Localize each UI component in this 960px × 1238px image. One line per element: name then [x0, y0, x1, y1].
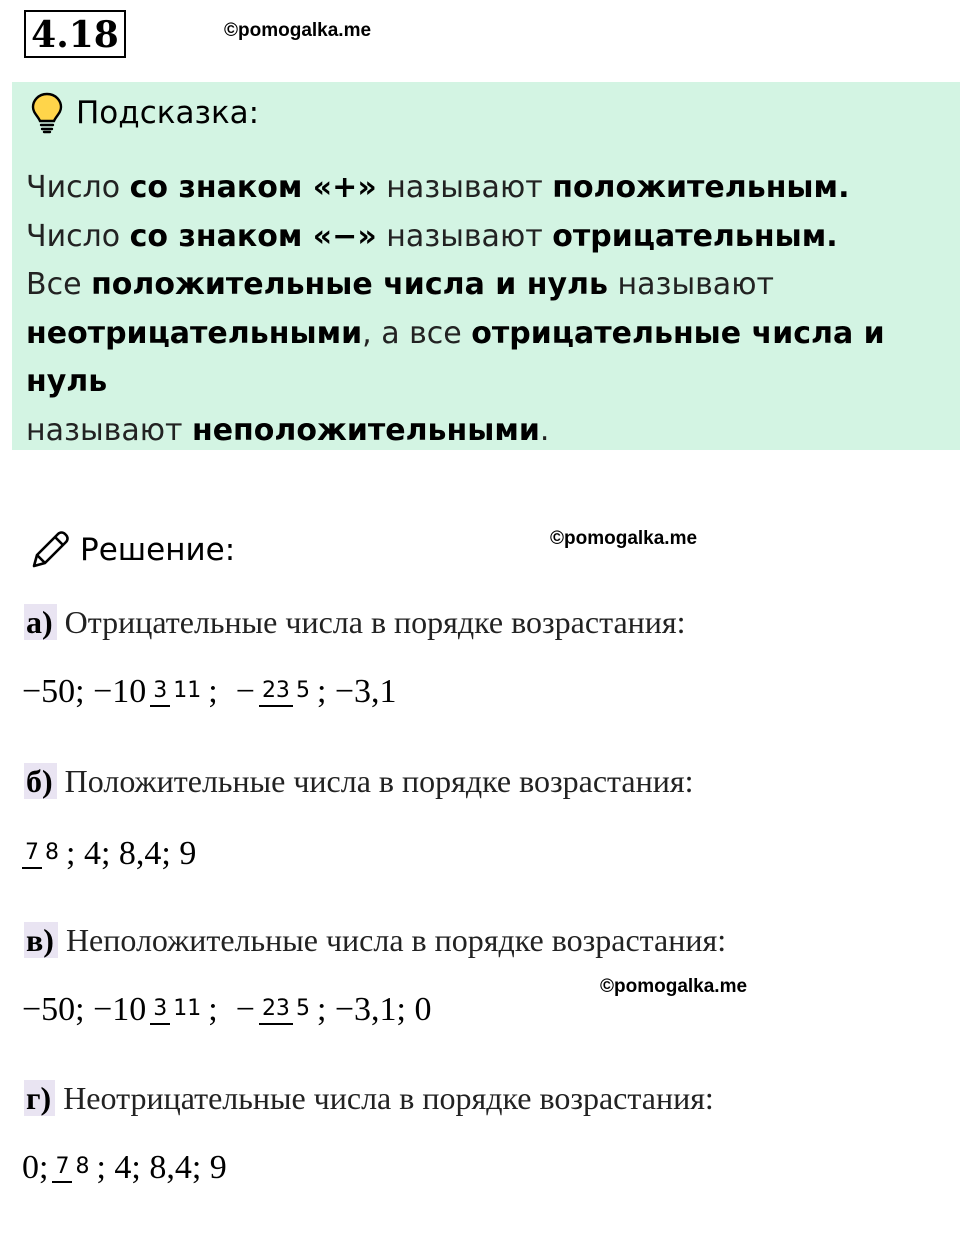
task-label: б) — [24, 763, 57, 799]
task-label: в) — [24, 922, 58, 958]
denominator: 11 — [173, 996, 202, 1021]
task-v — [24, 920, 726, 960]
denominator: 5 — [295, 678, 310, 703]
hint-text-segment: называют — [376, 218, 553, 254]
denominator: 5 — [295, 996, 310, 1021]
task-text: Неположительные числа в порядке возрастания: — [57, 922, 727, 958]
task-text: Положительные числа в порядке возрастания: — [56, 763, 694, 799]
numerator: 23 — [259, 677, 293, 707]
hint-line — [26, 261, 946, 310]
task-text: Неотрицательные числа в порядке возрастания: — [55, 1080, 714, 1116]
answer-v — [22, 990, 432, 1030]
hint-line — [26, 407, 946, 456]
hint-text-segment: . — [539, 412, 550, 448]
answer-part: 0; — [22, 1149, 49, 1186]
hint-text-segment: Число — [26, 170, 130, 205]
answer-g — [22, 1148, 227, 1188]
numerator: 7 — [52, 1153, 72, 1183]
hint-bold-text: со знаком «+» — [129, 170, 377, 205]
hint-line — [26, 213, 946, 262]
fraction — [22, 839, 62, 869]
numerator: 7 — [22, 839, 42, 869]
numerator: 3 — [150, 677, 170, 707]
answer-part: ; 4; 8,4; 9 — [96, 1149, 227, 1186]
numerator: 23 — [259, 995, 293, 1025]
hint-bold-text: отрицательные числа и нуль — [26, 315, 885, 399]
hint-text-segment: Все — [26, 267, 92, 302]
answer-part: ; — [208, 673, 218, 710]
hint-text-segment: называют — [376, 170, 553, 205]
hint-text-segment: называют — [607, 267, 774, 302]
hint-bold-text: отрицательным. — [552, 218, 838, 254]
hint-bold-text: неотрицательными — [26, 315, 363, 351]
hint-title — [30, 90, 259, 136]
task-text: Отрицательные числа в порядке возрастания: — [56, 604, 686, 640]
task-label: а) — [24, 604, 57, 640]
denominator: 8 — [45, 840, 59, 865]
hint-title-text: Подсказка: — [76, 95, 260, 131]
solution-title-text: Решение: — [80, 532, 236, 568]
denominator: 11 — [173, 678, 202, 703]
fraction — [150, 677, 204, 707]
answer-a — [22, 672, 397, 712]
answer-part: ; −3,1; 0 — [316, 991, 432, 1028]
answer-part: −50; −10 — [22, 673, 147, 710]
hint-line — [26, 310, 946, 407]
denominator: 8 — [75, 1154, 90, 1179]
answer-part: −50; −10 — [22, 991, 147, 1028]
hint-bold-text: неположительными — [191, 412, 540, 448]
hint-text-segment: Число — [26, 218, 130, 254]
lightbulb-icon — [30, 91, 64, 135]
pencil-icon — [28, 528, 72, 572]
answer-part: ; — [208, 991, 218, 1028]
hint-bold-text: положительные числа и нуль — [91, 267, 608, 302]
fraction — [52, 1153, 92, 1183]
answer-part: ; −3,1 — [316, 673, 397, 710]
fraction — [259, 677, 313, 707]
task-label: г) — [24, 1080, 55, 1116]
task-g — [24, 1078, 714, 1118]
hint-line — [26, 164, 946, 213]
hint-bold-text: со знаком «−» — [129, 218, 377, 254]
hint-text-segment: называют — [26, 412, 192, 448]
hint-text-segment: , а все — [362, 315, 472, 351]
task-number: 4.18 — [24, 10, 126, 58]
answer-part: − — [235, 673, 255, 710]
hint-text — [26, 164, 946, 455]
answer-part: ; 4; 8,4; 9 — [66, 835, 197, 872]
solution-title — [28, 526, 235, 574]
fraction — [259, 995, 313, 1025]
hint-bold-text: положительным. — [552, 170, 850, 205]
numerator: 3 — [150, 995, 170, 1025]
watermark: ©pomogalka.me — [550, 528, 698, 549]
answer-part: − — [235, 991, 255, 1028]
watermark: ©pomogalka.me — [224, 20, 372, 41]
task-b — [24, 761, 693, 801]
watermark: ©pomogalka.me — [600, 976, 748, 997]
fraction — [150, 995, 204, 1025]
answer-b — [22, 834, 196, 874]
task-a — [24, 602, 686, 642]
